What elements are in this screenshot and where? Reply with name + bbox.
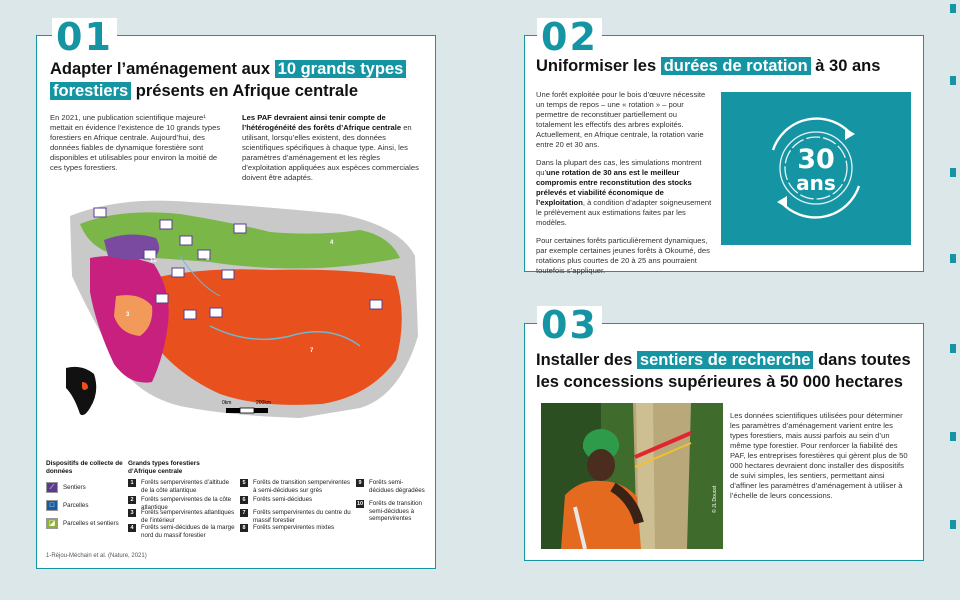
section-1-title: Adapter l’aménagement aux 10 grands types forestiers présents en Afrique centrale [50,58,420,102]
legend-device-both: ◪ Parcelles et sentiers [46,518,119,529]
section-2-title: Uniformiser les durées de rotation à 30 ans [536,57,881,75]
map-type-number: 10 [150,258,157,264]
edge-marker [950,168,956,177]
legend-type: 3 Forêts sempervirentes atlantiques de l’intérieur [128,509,236,524]
section-2-number: 02 [537,18,602,56]
legend-type: 10 Forêts de transition semi-décidues à sempervirentes [356,500,422,522]
scale-label-min: 0km [222,400,232,406]
field-worker-photo [541,403,723,549]
legend-device-plots: □ Parcelles [46,500,88,511]
section-3-title: Installer des sentiers de recherche dans toutes les concessions supérieures à 50 000 hectares [536,351,911,391]
edge-marker [950,76,956,85]
section-1-intro: En 2021, une publication scientifique majeure¹ mettait en évidence l’existence de 10 grands types forestiers en Afrique centrale. Aujourd’hui, des données fiables de dynamique forestière sont disponibles et utilisables pour environ la moitié de ces types forestiers. [50,113,221,172]
section-1-recommendation: Les PAF devraient ainsi tenir compte de l’hétérogénéité des forêts d’Afrique centrale en utilisant, lorsqu’elles existent, des données scientifiques spécifiques à chaque type. Ainsi, les paramètres d’aménagement et les règles d’exploitation appliquées aux espèces commerciales doivent être adaptés. [242,113,419,182]
badge-number: 30 [797,144,835,175]
title-highlight: 10 grands types [275,60,407,78]
legend-types-title: Grands types forestiers d’Afrique centrale [128,460,200,475]
tree-rings-icon [721,92,911,245]
title-highlight: durées de rotation [661,57,811,75]
badge-unit: ans [796,171,836,195]
legend-type: 2 Forêts sempervirentes de la côte atlantique [128,496,236,511]
section-2-text: Une forêt exploitée pour le bois d’œuvre nécessite un temps de repos – une « rotation » – pour permettre de reconstituer partiellement ou totalement les effectifs des arbres exploités. Actuellement, en Afrique centrale, la rotation varie entre 20 et 30 ans. Dans la plupart des cas, les simulations montrent qu’une rotation de 30 ans est le meilleur compromis entre reconstitution des stocks prélevés et viabilité économique de l’exploitation, à condition d’adapter soigneusement le prélèvement aux estimations faites par les modèles. Pour certaines forêts particulièrement dynamiques, par exemple certaines jeunes forêts à Okoumé, des rotations plus courtes de 20 à 25 ans pourraient toutefois s’appliquer. [536,90,712,275]
section-3-text: Les données scientifiques utilisées pour déterminer les paramètres d’aménagement varient entre les types forestiers, mais aussi parfois au sein d’un même type forestier. Pour renforcer la fiabilité des PAF, les entreprises forestières qui gèrent plus de 50 000 hectares devraient donc installer des dispositifs de suivi simples, les sentiers, permettant ainsi d’affiner les paramètres d’aménagement à utiliser à l’échelle de leurs concessions. [730,411,908,500]
edge-marker [950,344,956,353]
legend-type: 4 Forêts semi-décidues de la marge nord du massif forestier [128,524,236,539]
scale-label-max: 200km [256,400,272,406]
legend-type: 1 Forêts sempervirentes d’altitude de la côte atlantique [128,479,236,494]
section-1-number: 01 [52,18,117,56]
forest-types-map [60,196,420,422]
route-icon: ⟋ [46,482,58,493]
legend-type: 7 Forêts sempervirentes du centre du massif forestier [240,509,352,524]
square-icon: □ [46,500,58,511]
edge-marker [950,520,956,529]
title-highlight: sentiers de recherche [637,351,814,369]
map-type-number: 3 [126,312,130,318]
legend-type: 5 Forêts de transition sempervirentes à semi-décidues sur grès [240,479,352,494]
map-type-number: 7 [310,348,314,354]
map-type-number: 4 [330,240,334,246]
title-highlight: forestiers [50,82,131,100]
legend-devices-title: Dispositifs de collecte de données [46,460,123,475]
legend-type: 8 Forêts sempervirentes mixtes [240,524,352,532]
rotation-badge [721,92,911,245]
legend-type: 6 Forêts semi-décidues [240,496,352,504]
map-type-number: 6 [206,256,210,262]
footnote: 1-Réjou-Méchain et al. (Nature, 2021) [46,553,147,559]
edge-marker [950,4,956,13]
combined-icon: ◪ [46,518,58,529]
photo-credit: © JL Doucet [712,485,718,513]
edge-marker [950,432,956,441]
legend-device-trails: ⟋ Sentiers [46,482,86,493]
edge-marker [950,254,956,263]
legend-type: 9 Forêts semi-décidues dégradées [356,479,428,494]
section-3-number: 03 [537,306,602,344]
